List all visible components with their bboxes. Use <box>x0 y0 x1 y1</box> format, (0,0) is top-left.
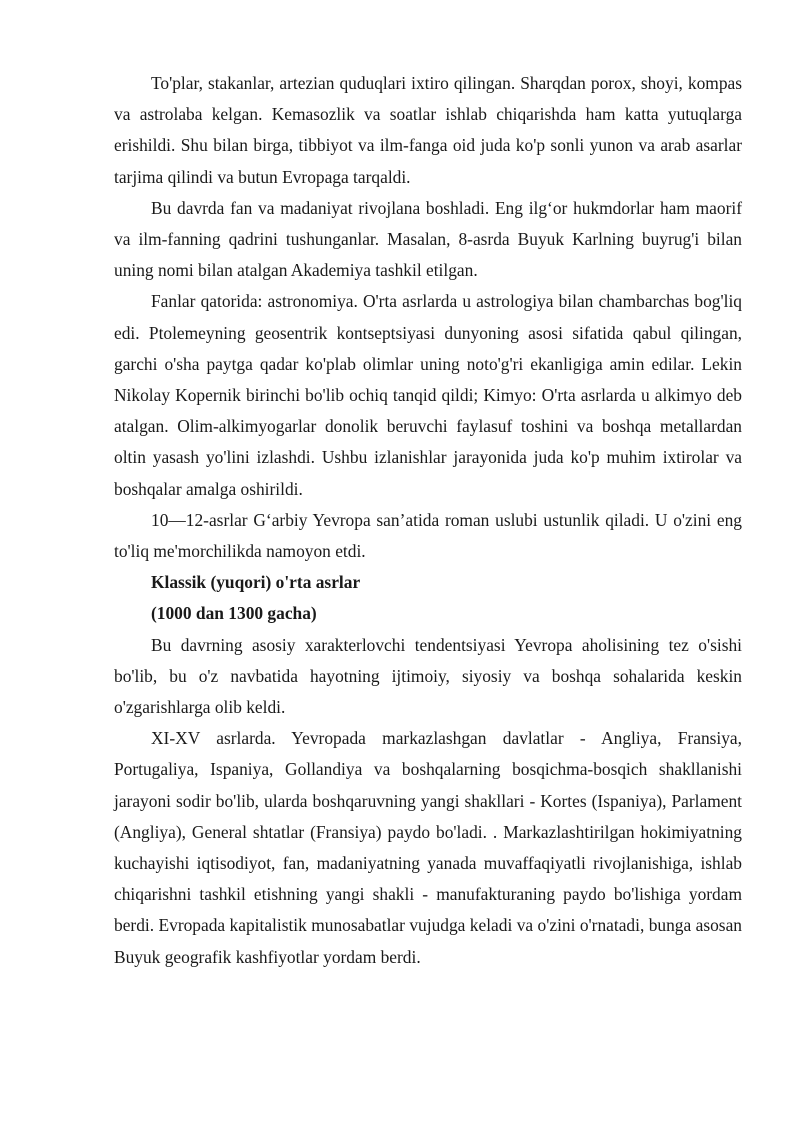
paragraph: Bu davrning asosiy xarakterlovchi tendentsiyasi Yevropa aholisining tez o'sishi bo'lib, bu o'z navbatida hayotning ijtimoiy, siyosiy va boshqa sohalarida keskin o'zgarishlarga olib keldi. <box>114 634 742 718</box>
document-page <box>114 68 742 973</box>
section-heading: Klassik (yuqori) o'rta asrlar <box>151 572 361 593</box>
paragraph: To'plar, stakanlar, artezian quduqlari ixtiro qilingan. Sharqdan porox, shoyi, kompas va astrolaba kelgan. Kemasozlik va soatlar ishlab chiqarishda ham katta yutuqlarga erishildi. Shu bilan birga, tibbiyot va ilm-fanga oid juda ko'p sonli yunon va arab asarlar tarjima qilindi va butun Evropaga tarqaldi. <box>114 73 742 187</box>
paragraph: Bu davrda fan va madaniyat rivojlana boshladi. Eng ilg‘or hukmdorlar ham maorif va ilm-fanning qadrini tushunganlar. Masalan, 8-asrda Buyuk Karlning buyrug'i bilan uning nomi bilan atalgan Akademiya tashkil etilgan. <box>114 197 742 281</box>
paragraph: 10—12-asrlar G‘arbiy Yevropa san’atida roman uslubi ustunlik qiladi. U o'zini eng to'liq me'morchilikda namoyon etdi. <box>114 509 742 562</box>
paragraph: Fanlar qatorida: astronomiya. O'rta asrlarda u astrologiya bilan chambarchas bog'liq edi. Ptolemeyning geosentrik kontseptsiyasi dunyoning asosi sifatida qabul qilingan, garchi o'sha paytga qadar ko'plab olimlar uning noto'g'ri ekanligiga amin edilar. Lekin Nikolay Kopernik birinchi bo'lib ochiq tanqid qildi; Kimyo: O'rta asrlarda u alkimyo deb atalgan. Olim-alkimyogarlar donolik beruvchi faylasuf toshini va boshqa metallardan oltin yasash yo'lini izlashdi. Ushbu izlanishlar jarayonida juda ko'p muhim ixtirolar va boshqalar amalga oshirildi. <box>114 291 742 499</box>
paragraph: XI-XV asrlarda. Yevropada markazlashgan davlatlar - Angliya, Fransiya, Portugaliya, Ispaniya, Gollandiya va boshqalarning bosqichma-bosqich shakllanishi jarayoni sodir bo'lib, ularda boshqaruvning yangi shakllari - Kortes (Ispaniya), Parlament (Angliya), General shtatlar (Fransiya) paydo bo'ladi. . Markazlashtirilgan hokimiyatning kuchayishi iqtisodiyot, fan, madaniyatning yanada muvaffaqiyatli rivojlanishiga, ishlab chiqarishni tashkil etishning yangi shakli - manufakturaning paydo bo'lishiga yordam berdi. Evropada kapitalistik munosabatlar vujudga keladi va o'zini o'rnatadi, bunga asosan Buyuk geografik kashfiyotlar yordam berdi. <box>114 728 742 967</box>
section-subheading: (1000 dan 1300 gacha) <box>151 603 317 624</box>
